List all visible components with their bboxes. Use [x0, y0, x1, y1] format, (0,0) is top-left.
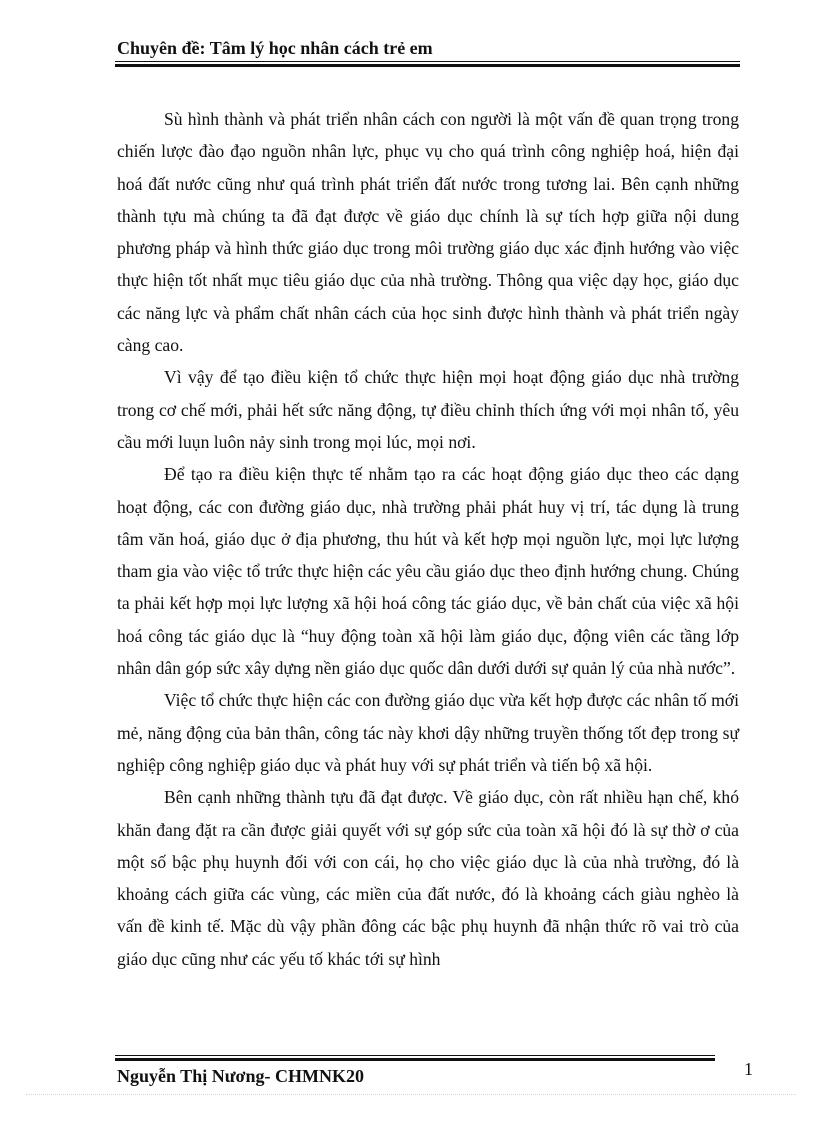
- page-header-title: Chuyên đề: Tâm lý học nhân cách trẻ em: [117, 38, 433, 58]
- header-rule-thick: [115, 64, 740, 67]
- document-body: [117, 103, 739, 975]
- footer-rule-thick: [115, 1058, 715, 1061]
- paragraph-4: Việc tổ chức thực hiện các con đường giáo dục vừa kết hợp được các nhân tố mới mẻ, năng động của bản thân, công tác này khơi dậy những truyền thống tốt đẹp trong sự nghiệp công nghiệp giáo dục và phát huy với sự phát triển và tiến bộ xã hội.: [117, 690, 739, 775]
- paragraph-3: Để tạo ra điều kiện thực tế nhằm tạo ra các hoạt động giáo dục theo các dạng hoạt động, các con đường giáo dục, nhà trường phải phát huy vị trí, tác dụng là trung tâm văn hoá, giáo dục ở địa phương, thu hút và kết hợp mọi nguồn lực, mọi lực lượng tham gia vào việc tổ trức thực hiện các yêu cầu giáo dục theo định hướng chung. Chúng ta phải kết hợp mọi lực lượng xã hội hoá công tác giáo dục, về bản chất của việc xã hội hoá công tác giáo dục là “huy động toàn xã hội làm giáo dục, động viên các tầng lớp nhân dân góp sức xây dựng nền giáo dục quốc dân dưới dưới sự quản lý của nhà nước”.: [117, 464, 739, 679]
- page-edge-divider: [26, 1094, 796, 1095]
- page-number: 1: [744, 1059, 753, 1079]
- footer-author: Nguyễn Thị Nương- CHMNK20: [117, 1066, 364, 1086]
- paragraph-5: Bên cạnh những thành tựu đã đạt được. Về giáo dục, còn rất nhiều hạn chế, khó khăn đang đặt ra cần được giải quyết với sự góp sức của toàn xã hội đó là sự thờ ơ của một số bậc phụ huynh đối với con cái, họ cho việc giáo dục là của nhà trường, đó là khoảng cách giữa các vùng, các miền của đất nước, đó là khoảng cách giàu nghèo là vấn đề kinh tế. Mặc dù vậy phần đông các bậc phụ huynh đã nhận thức rõ vai trò của giáo dục cũng như các yếu tố khác tới sự hình: [117, 787, 739, 969]
- paragraph-2: Vì vậy để tạo điều kiện tổ chức thực hiện mọi hoạt động giáo dục nhà trường trong cơ chế mới, phải hết sức năng động, tự điều chỉnh thích ứng với mọi nhân tố, yêu cầu mới luụn luôn nảy sinh trong mọi lúc, mọi nơi.: [117, 367, 739, 452]
- paragraph-1: Sù hình thành và phát triển nhân cách con người là một vấn đề quan trọng trong chiến lược đào đạo nguồn nhân lực, phục vụ cho quá trình công nghiệp hoá, hiện đại hoá đất nước cũng như quá trình phát triển đất nước trong tương lai. Bên cạnh những thành tựu mà chúng ta đã đạt được về giáo dục chính là sự tích hợp giữa nội dung phương pháp và hình thức giáo dục trong môi trường giáo dục xác định hướng vào việc thực hiện tốt nhất mục tiêu giáo dục của nhà trường. Thông qua việc dạy học, giáo dục các năng lực và phẩm chất nhân cách của học sinh được hình thành và phát triển ngày càng cao.: [117, 109, 739, 356]
- header-rule-thin: [115, 61, 740, 62]
- footer-rule-thin: [115, 1055, 715, 1056]
